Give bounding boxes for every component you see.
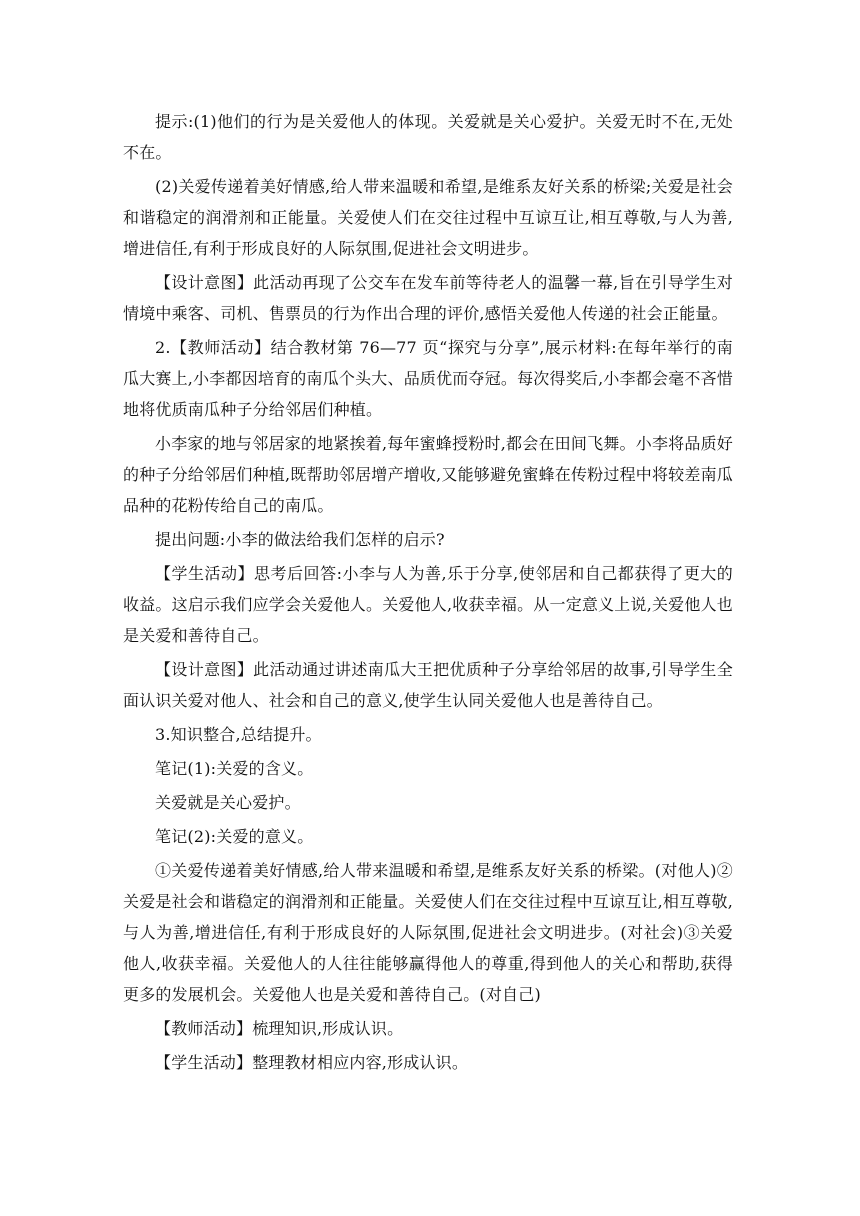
paragraph-teacher-activity-2: 2.【教师活动】结合教材第 76—77 页“探究与分享”,展示材料:在每年举行的南瓜大赛上,小李都因培育的南瓜个头大、品质优而夺冠。每次得奖后,小李都会毫不吝惜地将优质南瓜种子分给邻居们种植。 [123,338,733,419]
paragraph-question: 提出问题:小李的做法给我们怎样的启示? [155,530,445,549]
paragraph-hint-2: (2)关爱传递着美好情感,给人带来温暖和希望,是维系友好关系的桥梁;关爱是社会和谐稳定的润滑剂和正能量。关爱使人们在交往过程中互谅互让,相互尊敬,与人为善,增进信任,有利于形成良好的人际氛围,促进社会文明进步。 [123,177,733,258]
paragraph-note-1-content: 关爱就是关心爱护。 [155,793,301,812]
paragraph-student-activity-3: 【学生活动】整理教材相应内容,形成认识。 [155,1053,469,1072]
paragraph-design-intent-1: 【设计意图】此活动再现了公交车在发车前等待老人的温馨一幕,旨在引导学生对情境中乘客、司机、售票员的行为作出合理的评价,感悟关爱他人传递的社会正能量。 [123,273,733,323]
paragraph-student-activity-answer: 【学生活动】思考后回答:小李与人为善,乐于分享,使邻居和自己都获得了更大的收益。这启示我们应学会关爱他人。关爱他人,收获幸福。从一定意义上说,关爱他人也是关爱和善待自己。 [123,564,733,645]
paragraph-teacher-activity-3: 【教师活动】梳理知识,形成认识。 [155,1019,404,1038]
paragraph-note-2-title: 笔记(2):关爱的意义。 [155,827,314,846]
paragraph-design-intent-2: 【设计意图】此活动通过讲述南瓜大王把优质种子分享给邻居的故事,引导学生全面认识关爱对他人、社会和自己的意义,使学生认同关爱他人也是善待自己。 [123,660,733,710]
paragraph-note-1-title: 笔记(1):关爱的含义。 [155,759,314,778]
paragraph-hint-1: 提示:(1)他们的行为是关爱他人的体现。关爱就是关心爱护。关爱无时不在,无处不在。 [123,112,733,162]
paragraph-note-2-content: ①关爱传递着美好情感,给人带来温暖和希望,是维系友好关系的桥梁。(对他人)②关爱是社会和谐稳定的润滑剂和正能量。关爱使人们在交往过程中互谅互让,相互尊敬,与人为善,增进信任,有利于形成良好的人际氛围,促进社会文明进步。(对社会)③关爱他人,收获幸福。关爱他人的人往往能够赢得他人的尊重,得到他人的关心和帮助,获得更多的发展机会。关爱他人也是关爱和善待自己。(对自己) [123,861,733,1004]
document-page [123,106,733,1081]
paragraph-knowledge-integration: 3.知识整合,总结提升。 [155,725,322,744]
paragraph-pumpkin-story: 小李家的地与邻居家的地紧挨着,每年蜜蜂授粉时,都会在田间飞舞。小李将品质好的种子分给邻居们种植,既帮助邻居增产增收,又能够避免蜜蜂在传粉过程中将较差南瓜品种的花粉传给自己的南瓜。 [123,434,733,515]
